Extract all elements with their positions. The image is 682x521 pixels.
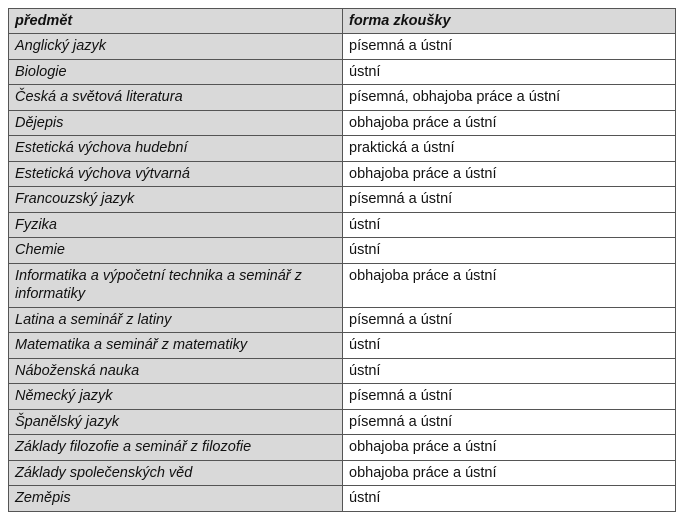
subject-cell: Estetická výchova hudební <box>9 136 343 162</box>
table-row <box>9 85 676 111</box>
header-row <box>9 9 676 34</box>
table-body <box>9 34 676 512</box>
exam-form-cell: písemná a ústní <box>343 384 676 410</box>
subject-cell: Matematika a seminář z matematiky <box>9 333 343 359</box>
subject-cell: Biologie <box>9 59 343 85</box>
exam-form-cell: ústní <box>343 486 676 512</box>
subject-cell: Německý jazyk <box>9 384 343 410</box>
subject-cell: Fyzika <box>9 212 343 238</box>
exam-forms-table <box>8 8 676 512</box>
exam-form-cell: obhajoba práce a ústní <box>343 161 676 187</box>
table-row <box>9 307 676 333</box>
table-row <box>9 358 676 384</box>
subject-cell: Latina a seminář z latiny <box>9 307 343 333</box>
table-row <box>9 136 676 162</box>
table-row <box>9 238 676 264</box>
exam-form-cell: praktická a ústní <box>343 136 676 162</box>
exam-form-cell: obhajoba práce a ústní <box>343 435 676 461</box>
subject-cell: Chemie <box>9 238 343 264</box>
table-row <box>9 187 676 213</box>
table-row <box>9 110 676 136</box>
table-row <box>9 435 676 461</box>
exam-form-cell: písemná a ústní <box>343 409 676 435</box>
table-row <box>9 384 676 410</box>
table-row <box>9 59 676 85</box>
table-row <box>9 333 676 359</box>
exam-form-cell: ústní <box>343 238 676 264</box>
exam-form-cell: ústní <box>343 333 676 359</box>
table-header <box>9 9 676 34</box>
exam-form-cell: obhajoba práce a ústní <box>343 460 676 486</box>
table-row <box>9 161 676 187</box>
subject-cell: Estetická výchova výtvarná <box>9 161 343 187</box>
exam-form-cell: písemná a ústní <box>343 34 676 60</box>
subject-cell: Dějepis <box>9 110 343 136</box>
subject-cell: Španělský jazyk <box>9 409 343 435</box>
table-row <box>9 460 676 486</box>
header-exam-form: forma zkoušky <box>343 9 676 34</box>
exam-form-cell: obhajoba práce a ústní <box>343 110 676 136</box>
exam-form-cell: ústní <box>343 212 676 238</box>
exam-form-cell: obhajoba práce a ústní <box>343 263 676 307</box>
subject-cell: Základy společenských věd <box>9 460 343 486</box>
subject-cell: Základy filozofie a seminář z filozofie <box>9 435 343 461</box>
exam-form-cell: písemná a ústní <box>343 307 676 333</box>
subject-cell: Anglický jazyk <box>9 34 343 60</box>
exam-form-cell: ústní <box>343 59 676 85</box>
table-row <box>9 409 676 435</box>
table-row <box>9 212 676 238</box>
table-row <box>9 34 676 60</box>
exam-form-cell: ústní <box>343 358 676 384</box>
subject-cell: Francouzský jazyk <box>9 187 343 213</box>
table-row <box>9 486 676 512</box>
subject-cell: Informatika a výpočetní technika a seminář z informatiky <box>9 263 343 307</box>
table-row <box>9 263 676 307</box>
header-subject: předmět <box>9 9 343 34</box>
subject-cell: Náboženská nauka <box>9 358 343 384</box>
exam-form-cell: písemná, obhajoba práce a ústní <box>343 85 676 111</box>
subject-cell: Česká a světová literatura <box>9 85 343 111</box>
exam-form-cell: písemná a ústní <box>343 187 676 213</box>
subject-cell: Zeměpis <box>9 486 343 512</box>
